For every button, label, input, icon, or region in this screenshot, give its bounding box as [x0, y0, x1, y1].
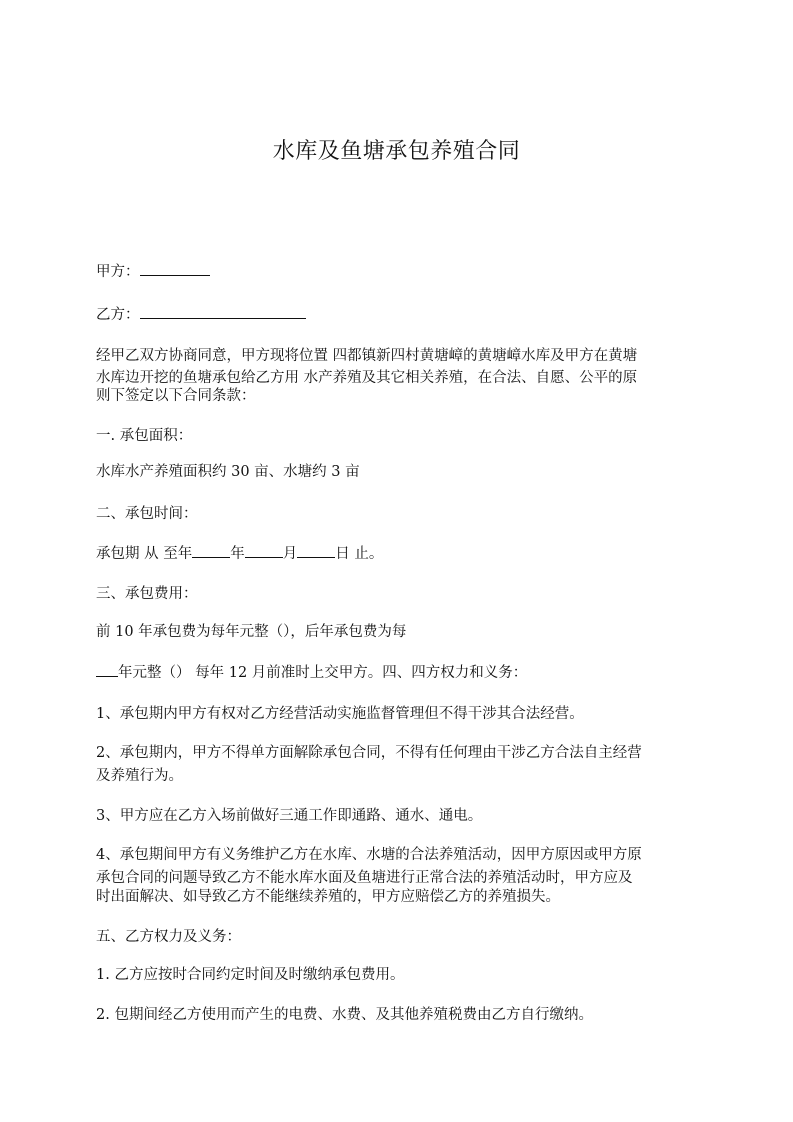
fee-line-2-text: 年元整（） 每年 12 月前准时上交甲方。四、四方权力和义务：: [118, 665, 528, 681]
section-4-item-1: 1、承包期内甲方有权对乙方经营活动实施监督管理但不得干涉其合法经营。: [96, 706, 584, 722]
intro-line-2: 水库边开挖的鱼塘承包给乙方用 水产养殖及其它相关养殖，在合法、自愿、公平的原: [96, 370, 638, 386]
section-5-item-1: 1. 乙方应按时合同约定时间及时缴纳承包费用。: [96, 967, 405, 983]
term-month-blank[interactable]: [245, 542, 283, 558]
intro-line-1: 经甲乙双方协商同意，甲方现将位置 四都镇新四村黄塘嶂的黄塘嶂水库及甲方在黄塘: [96, 348, 638, 364]
party-b-line: [96, 303, 700, 326]
document-title: 水库及鱼塘承包养殖合同: [272, 139, 521, 164]
term-day-blank[interactable]: [297, 542, 335, 558]
term-year-blank[interactable]: [192, 542, 230, 558]
section-4-item-2-line-1: 2、承包期内，甲方不得单方面解除承包合同，不得有任何理由干涉乙方合法自主经营: [96, 745, 642, 761]
section-4-item-4-line-3: 时出面解决、如导致乙方不能继续养殖的，甲方应赔偿乙方的养殖损失。: [96, 889, 560, 905]
term-prefix: 承包期 从 至年: [96, 546, 193, 562]
party-b-blank[interactable]: [140, 303, 306, 319]
section-4-item-2-line-2: 及养殖行为。: [96, 768, 183, 784]
term-year-label: 年: [230, 546, 245, 562]
section-3-heading: 三、承包费用：: [96, 586, 198, 602]
fee-line-1: 前 10 年承包费为每年元整（），后年承包费为每: [96, 624, 407, 640]
section-5-heading: 五、乙方权力及义务：: [96, 929, 241, 945]
party-a-blank[interactable]: [140, 260, 210, 276]
section-4-item-3: 3、甲方应在乙方入场前做好三通工作即通路、通水、通电。: [96, 808, 483, 824]
section-1-heading: 一. 承包面积：: [96, 428, 193, 444]
section-2-heading: 二、承包时间：: [96, 506, 198, 522]
party-b-label: 乙方：: [96, 307, 140, 323]
section-4-item-4-line-1: 4、承包期间甲方有义务维护乙方在水库、水塘的合法养殖活动，因甲方原因或甲方原: [96, 847, 642, 863]
section-4-item-4-line-2: 承包合同的问题导致乙方不能水库水面及鱼塘进行正常合法的养殖活动时，甲方应及: [96, 870, 633, 886]
party-a-label: 甲方：: [96, 264, 140, 280]
section-2-body: [96, 542, 700, 565]
section-5-item-2: 2. 包期间经乙方使用而产生的电费、水费、及其他养殖税费由乙方自行缴纳。: [96, 1007, 593, 1023]
term-month-label: 月: [282, 546, 298, 562]
term-day-label: 日 止。: [335, 546, 384, 562]
fee-years-blank[interactable]: [96, 661, 118, 677]
party-a-line: [96, 260, 700, 283]
fee-line-2: [96, 661, 700, 684]
section-1-body: 水库水产养殖面积约 30 亩、水塘约 3 亩: [96, 464, 360, 480]
intro-line-3: 则下签定以下合同条款：: [96, 388, 256, 404]
